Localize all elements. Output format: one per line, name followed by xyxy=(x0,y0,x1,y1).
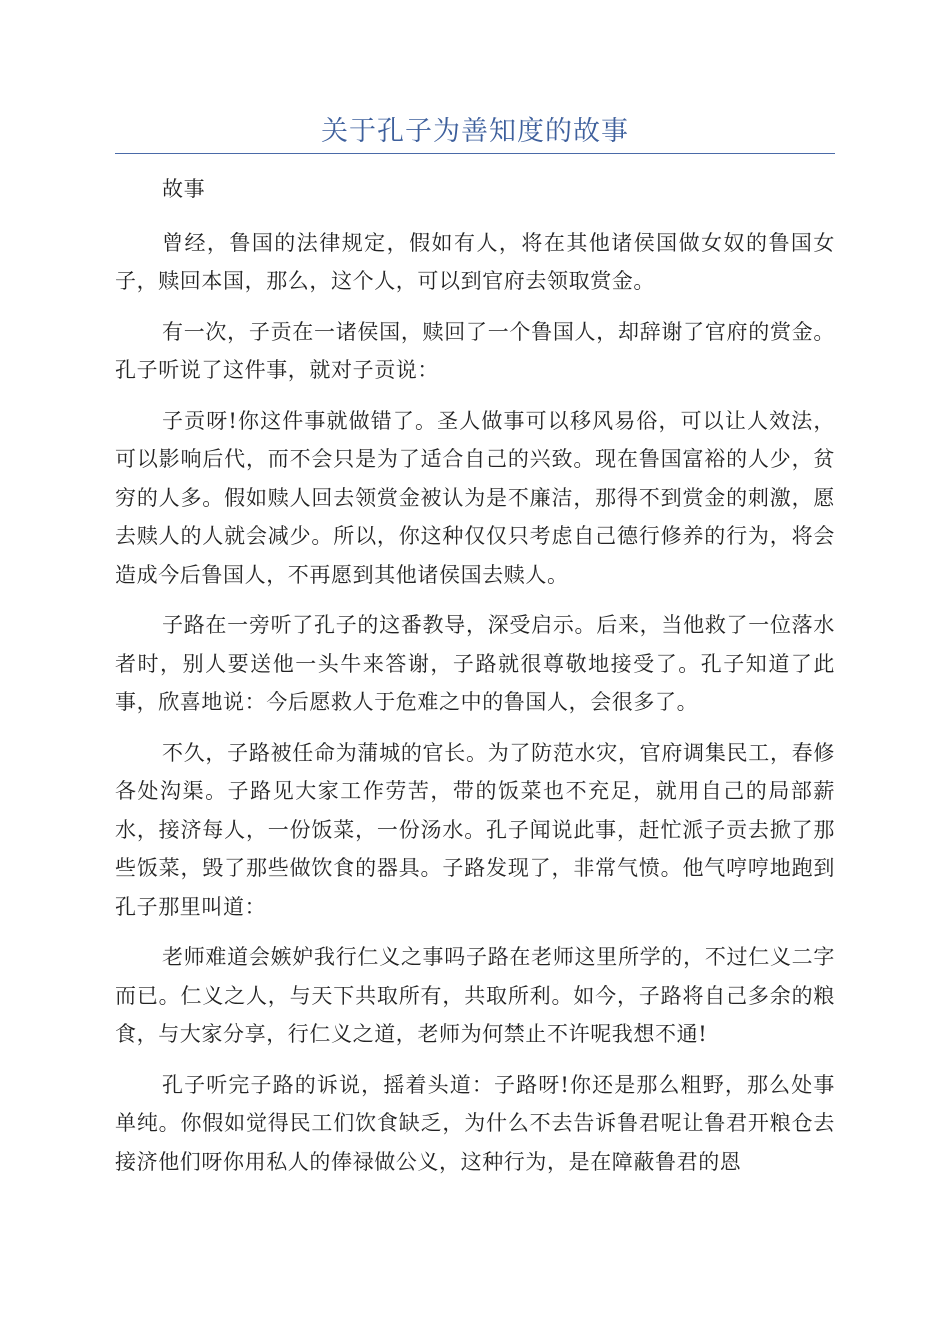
paragraph-7: 孔子听完子路的诉说，摇着头道：子路呀!你还是那么粗野，那么处事单纯。你假如觉得民工们饮食缺乏，为什么不去告诉鲁君呢让鲁君开粮仓去接济他们呀你用私人的俸禄做公义，这种行为，是在障蔽鲁君的恩 xyxy=(115,1072,835,1174)
section-heading: 故事 xyxy=(162,177,206,201)
paragraph-6: 老师难道会嫉妒我行仁义之事吗子路在老师这里所学的，不过仁义二字而已。仁义之人，与天下共取所有，共取所利。如今，子路将自己多余的粮食，与大家分享，行仁义之道，老师为何禁止不许呢我想不通! xyxy=(115,945,835,1046)
paragraph-5: 不久，子路被任命为蒲城的官长。为了防范水灾，官府调集民工，春修各处沟渠。子路见大家工作劳苦，带的饭菜也不充足，就用自己的局部薪水，接济每人，一份饭菜，一份汤水。孔子闻说此事，赶忙派子贡去掀了那些饭菜，毁了那些做饮食的器具。子路发现了，非常气愤。他气哼哼地跑到孔子那里叫道： xyxy=(115,740,835,919)
document-title: 关于孔子为善知度的故事 xyxy=(321,116,629,147)
paragraph-3: 子贡呀!你这件事就做错了。圣人做事可以移风易俗，可以让人效法，可以影响后代，而不会只是为了适合自己的兴致。现在鲁国富裕的人少，贫穷的人多。假如赎人回去领赏金被认为是不廉洁，那得不到赏金的刺激，愿去赎人的人就会减少。所以，你这种仅仅只考虑自己德行修养的行为，将会造成今后鲁国人，不再愿到其他诸侯国去赎人。 xyxy=(115,408,835,587)
document-body xyxy=(115,170,835,1193)
paragraph-2: 有一次，子贡在一诸侯国，赎回了一个鲁国人，却辞谢了官府的赏金。孔子听说了这件事，就对子贡说： xyxy=(115,319,835,382)
paragraph-4: 子路在一旁听了孔子的这番教导，深受启示。后来，当他救了一位落水者时，别人要送他一头牛来答谢，子路就很尊敬地接受了。孔子知道了此事，欣喜地说：今后愿救人于危难之中的鲁国人，会很多了。 xyxy=(115,613,835,714)
title-underline xyxy=(115,153,835,154)
paragraph-1: 曾经，鲁国的法律规定，假如有人，将在其他诸侯国做女奴的鲁国女子，赎回本国，那么，这个人，可以到官府去领取赏金。 xyxy=(115,230,835,293)
